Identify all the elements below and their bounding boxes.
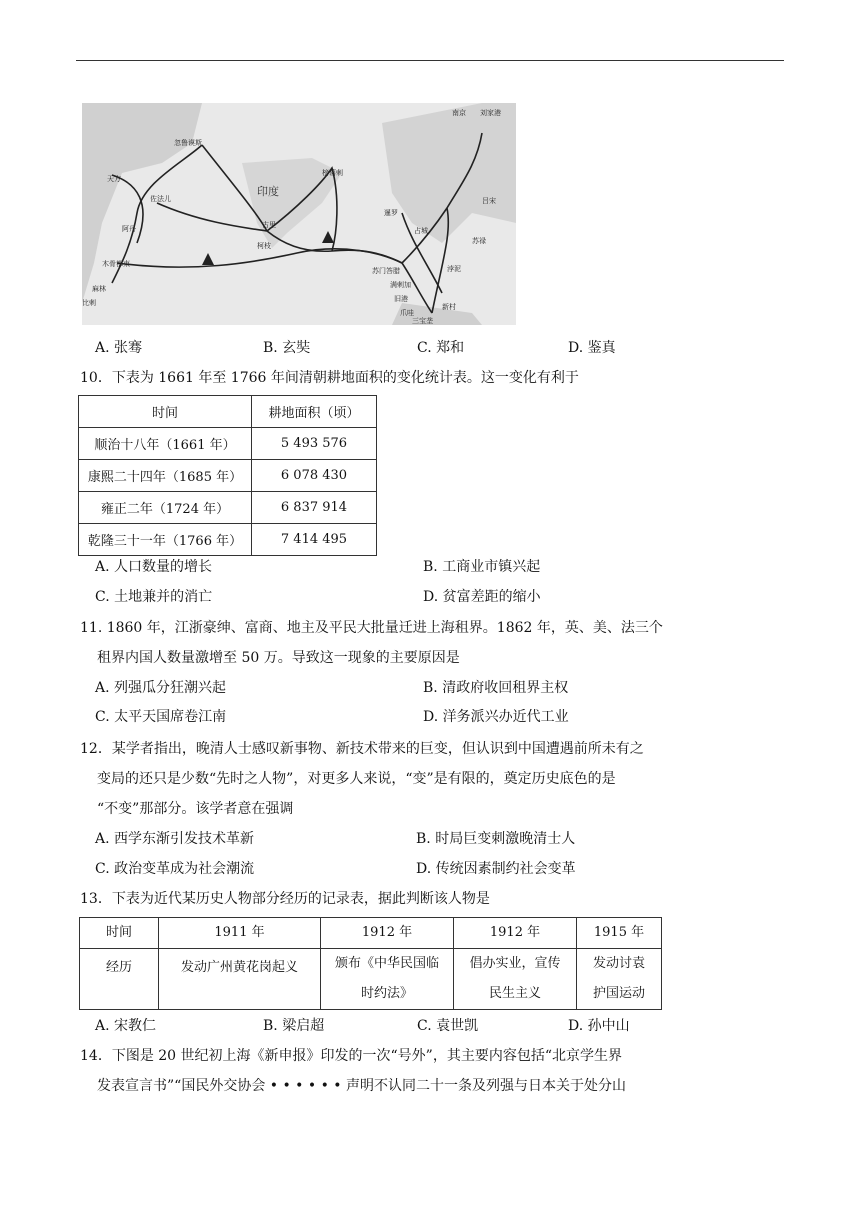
header-rule — [76, 60, 784, 61]
svg-text:苏禄: 苏禄 — [472, 237, 486, 245]
q10-option-b: B. 工商业市镇兴起 — [423, 559, 541, 575]
table-row — [79, 492, 377, 524]
svg-text:爪哇: 爪哇 — [400, 309, 414, 317]
table-cell: 1915 年 — [577, 918, 662, 949]
table-cell: 乾隆三十一年（1766 年） — [79, 524, 252, 556]
q10-option-d: D. 贫富差距的缩小 — [423, 589, 541, 605]
table-cell — [454, 949, 577, 1010]
table-cell — [321, 949, 454, 1010]
svg-text:新村: 新村 — [442, 303, 456, 311]
event-text: 倡办实业，宣传 — [469, 956, 561, 971]
table-row — [79, 428, 377, 460]
table-cell — [577, 949, 662, 1010]
q11-option-d: D. 洋务派兴办近代工业 — [423, 709, 569, 725]
table-cell: 顺治十八年（1661 年） — [79, 428, 252, 460]
q13-row-label-exp: 经历 — [80, 949, 159, 1010]
svg-text:柯枝: 柯枝 — [257, 242, 271, 250]
q9-option-b: B. 玄奘 — [263, 340, 311, 356]
svg-text:古里: 古里 — [262, 221, 276, 229]
table-cell — [159, 949, 321, 1010]
svg-text:暹罗: 暹罗 — [384, 209, 398, 217]
q12-stem-line2: 变局的还只是少数“先时之人物”，对更多人来说，“变”是有限的，奠定历史底色的是 — [97, 771, 616, 787]
svg-text:苏门答腊: 苏门答腊 — [372, 267, 400, 275]
table-row — [79, 460, 377, 492]
q11-option-b: B. 清政府收回租界主权 — [423, 680, 569, 696]
svg-text:天方: 天方 — [107, 175, 121, 183]
table-cell: 1912 年 — [321, 918, 454, 949]
q12-option-a: A. 西学东渐引发技术革新 — [95, 831, 255, 847]
ship-marker — [202, 253, 214, 265]
route-map-drawing — [82, 103, 516, 325]
svg-text:木骨都束: 木骨都束 — [102, 260, 130, 268]
q14-stem-line1: 14．下图是 20 世纪初上海《新申报》印发的一次“号外”，其主要内容包括“北京学生界 — [80, 1048, 622, 1064]
q9-option-a: A. 张骞 — [95, 340, 143, 356]
event-text: 颁布《中华民国临 — [334, 956, 439, 971]
svg-text:满剌加: 满剌加 — [390, 281, 411, 289]
table-cell: 1911 年 — [159, 918, 321, 949]
svg-text:三宝垄: 三宝垄 — [412, 317, 433, 325]
svg-text:阿丹: 阿丹 — [122, 225, 136, 233]
q12-stem-line1: 12．某学者指出，晚清人士感叹新事物、新技术带来的巨变，但认识到中国遭遇前所未有之 — [80, 741, 644, 757]
table-cell: 6 837 914 — [252, 492, 377, 524]
table-cell: 7 414 495 — [252, 524, 377, 556]
table-row — [79, 524, 377, 556]
event-text: 发动讨袁 — [592, 956, 645, 971]
svg-text:忽鲁谟斯: 忽鲁谟斯 — [174, 139, 202, 147]
table-cell: 6 078 430 — [252, 460, 377, 492]
q12-stem-line3: “不变”那部分。该学者意在强调 — [97, 801, 294, 817]
q12-option-b: B. 时局巨变刺激晚清士人 — [416, 831, 576, 847]
svg-text:印度: 印度 — [257, 185, 279, 198]
q13-option-b: B. 梁启超 — [263, 1018, 325, 1034]
q13-stem: 13．下表为近代某历史人物部分经历的记录表，据此判断该人物是 — [80, 891, 490, 907]
event-text: 护国运动 — [592, 986, 645, 1001]
q10-stem: 10．下表为 1661 年至 1766 年间清朝耕地面积的变化统计表。这一变化有利于 — [80, 370, 579, 386]
table-cell: 康熙二十四年（1685 年） — [79, 460, 252, 492]
q12-option-d: D. 传统因素制约社会变革 — [416, 861, 576, 877]
q10-table — [78, 395, 377, 556]
q13-option-a: A. 宋教仁 — [95, 1018, 157, 1034]
svg-text:比剌: 比剌 — [82, 299, 96, 307]
table-row — [80, 918, 662, 949]
q13-table — [79, 917, 662, 1010]
q11-stem-line1: 11. 1860 年，江浙豪绅、富商、地主及平民大批量迁进上海租界。1862 年，英、美、法三个 — [80, 620, 663, 636]
q13-row-label-time: 时间 — [80, 918, 159, 949]
svg-text:浡泥: 浡泥 — [447, 265, 461, 273]
event-text: 时约法》 — [360, 986, 413, 1001]
svg-text:麻林: 麻林 — [92, 285, 106, 293]
table-row — [80, 949, 662, 1010]
table-cell: 5 493 576 — [252, 428, 377, 460]
q13-option-c: C. 袁世凯 — [417, 1018, 479, 1034]
q9-option-d: D. 鉴真 — [568, 340, 616, 356]
table-cell: 1912 年 — [454, 918, 577, 949]
svg-text:佐法儿: 佐法儿 — [150, 195, 171, 203]
q10-option-c: C. 土地兼并的消亡 — [95, 589, 213, 605]
svg-text:榜葛剌: 榜葛剌 — [322, 169, 343, 177]
table-cell: 雍正二年（1724 年） — [79, 492, 252, 524]
q14-stem-line2: 发表宣言书”“国民外交协会 • • • • • • 声明不认同二十一条及列强与日本关于处分山 — [97, 1078, 627, 1094]
q11-option-c: C. 太平天国席卷江南 — [95, 709, 227, 725]
q10-header-area: 耕地面积（顷） — [252, 396, 377, 428]
svg-text:旧港: 旧港 — [394, 295, 408, 303]
event-text: 民生主义 — [488, 986, 541, 1001]
q12-option-c: C. 政治变革成为社会潮流 — [95, 861, 255, 877]
event-text: 发动广州黄花岗起义 — [180, 960, 298, 975]
q10-header-time: 时间 — [79, 396, 252, 428]
q11-option-a: A. 列强瓜分狂潮兴起 — [95, 680, 227, 696]
svg-text:吕宋: 吕宋 — [482, 197, 496, 205]
q11-stem-line2: 租界内国人数量激增至 50 万。导致这一现象的主要原因是 — [97, 650, 460, 666]
q10-option-a: A. 人口数量的增长 — [95, 559, 213, 575]
ship-marker — [322, 231, 334, 243]
q13-option-d: D. 孙中山 — [568, 1018, 630, 1034]
zheng-he-voyage-map — [82, 103, 516, 325]
q9-option-c: C. 郑和 — [417, 340, 465, 356]
svg-text:南京: 南京 — [452, 109, 466, 117]
svg-text:刘家港: 刘家港 — [480, 109, 501, 117]
svg-text:占城: 占城 — [414, 227, 428, 235]
